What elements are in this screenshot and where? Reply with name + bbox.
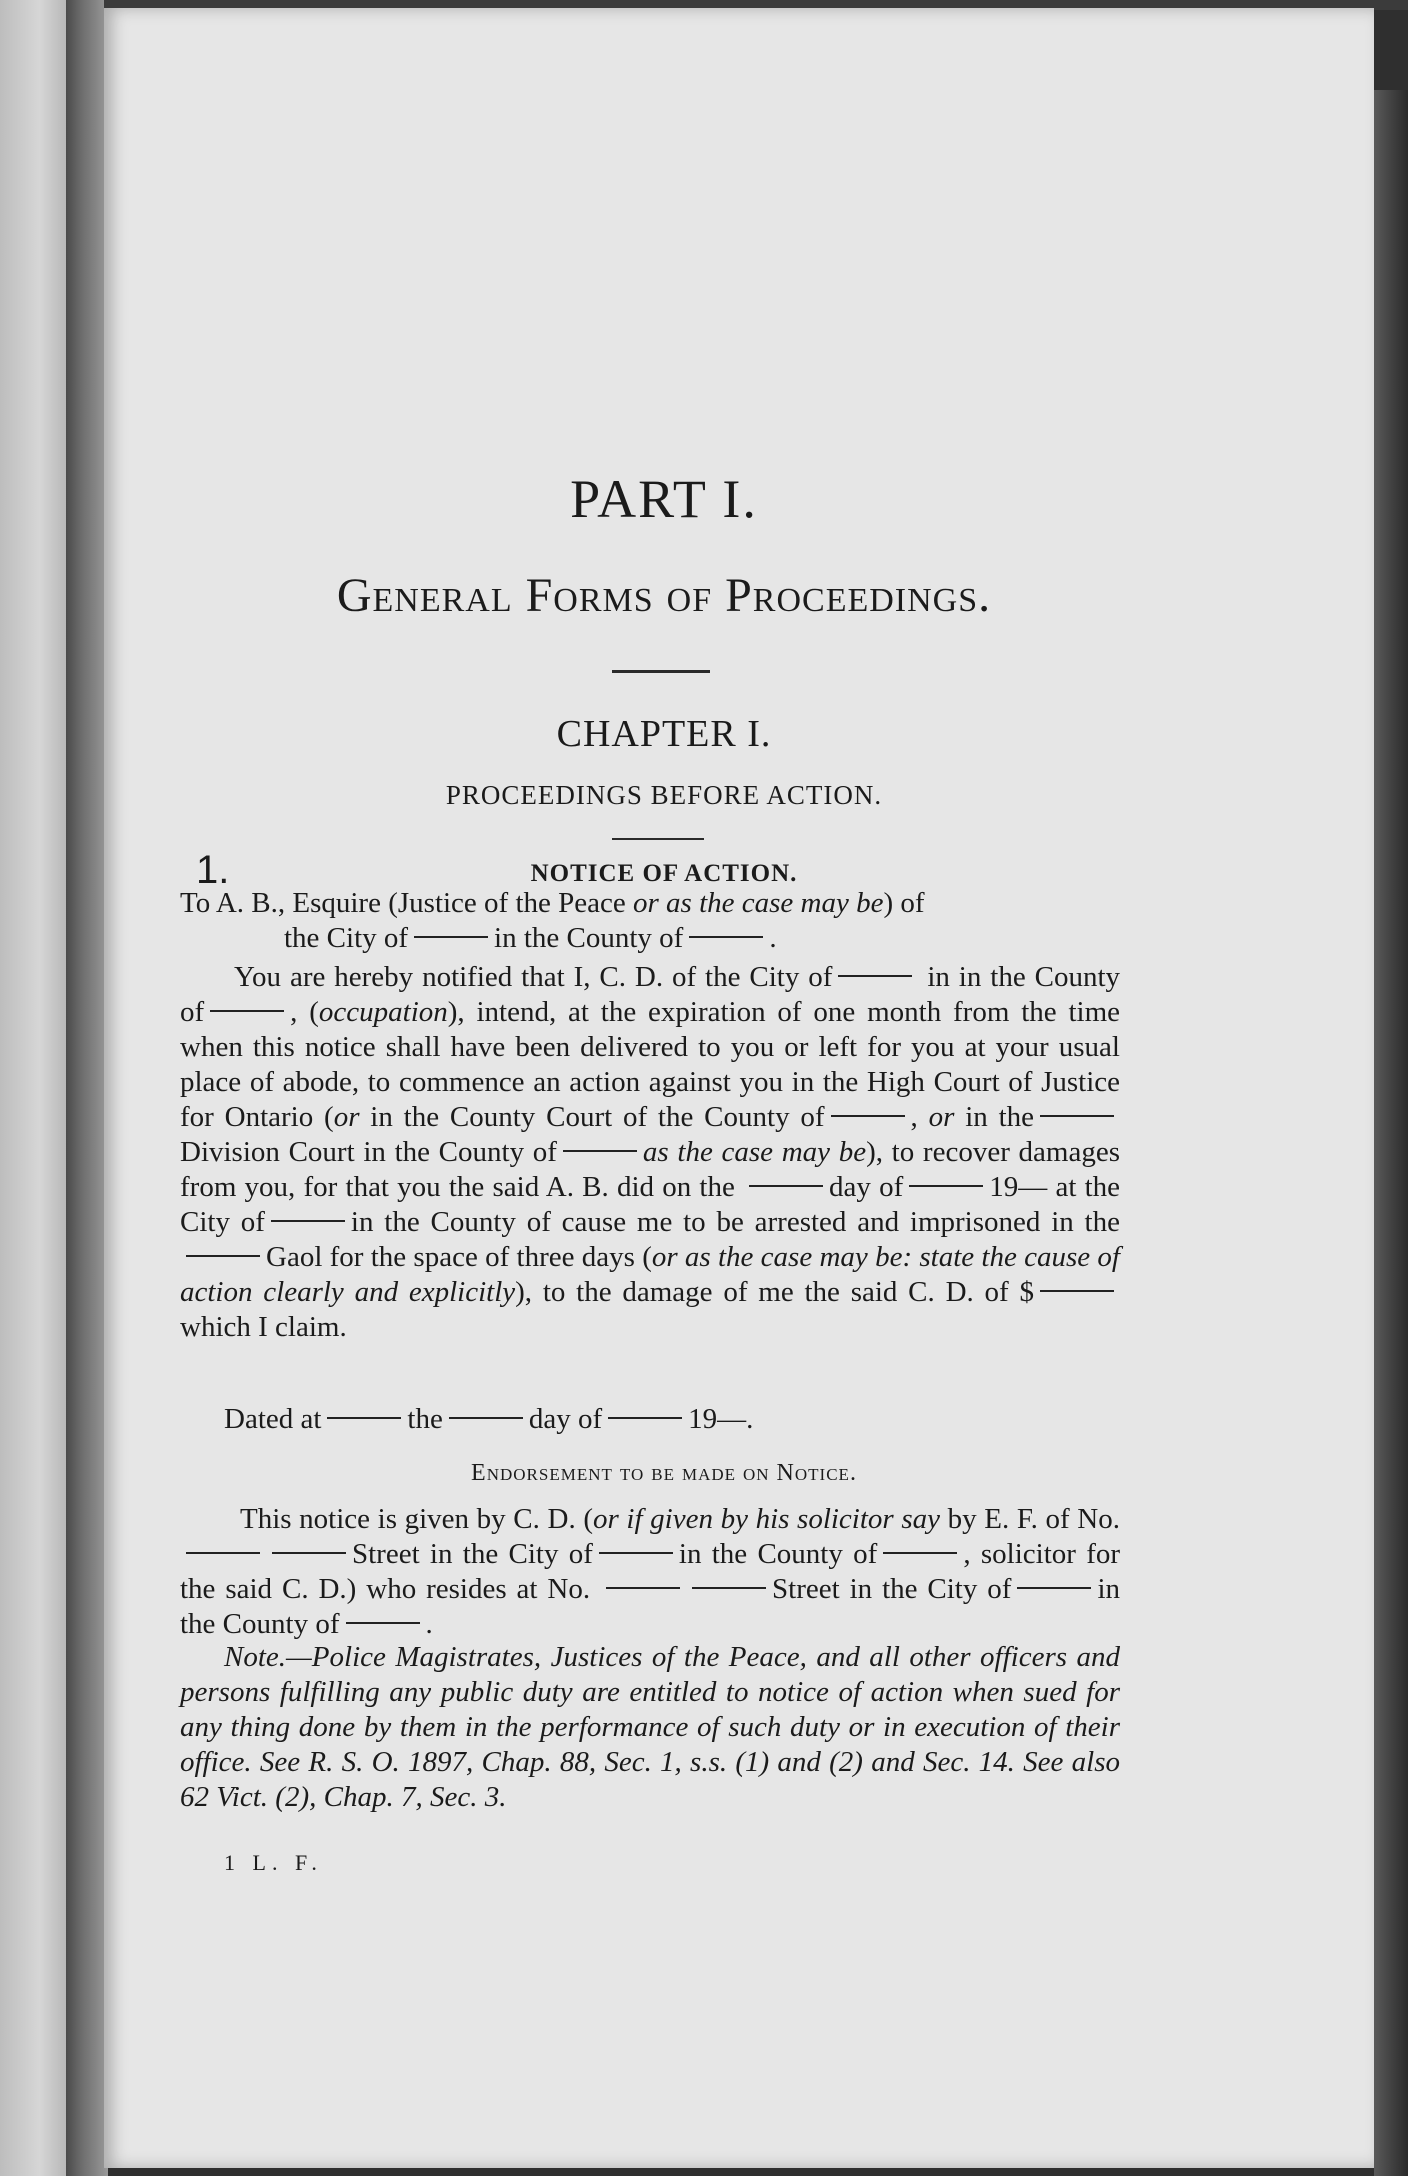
chapter-subtitle: PROCEEDINGS BEFORE ACTION. — [445, 780, 883, 810]
part-subtitle: General Forms of Proceedings. — [336, 569, 992, 622]
note-text: Note.—Police Magistrates, Justices of the Peace, and all other officers and persons fulfilling any public duty are entitled to notice of action when sued for any thing done by them in the performance of such duty or in execution of their office. See R. S. O. 1897, Chap. 88, Sec. 1, s.s. (1) and (2) and Sec. 14. See also 62 Vict. (2), Chap. 7, Sec. 3. — [180, 1641, 1120, 1813]
part-title: PART I. — [570, 469, 758, 529]
chapter-title: CHAPTER I. — [556, 713, 772, 755]
form-heading: NOTICE OF ACTION. — [530, 860, 798, 887]
dated-line: Dated at the day of 19—. — [224, 1403, 754, 1435]
book-gutter — [66, 0, 108, 2176]
notice-body: You are hereby notified that I, C. D. of the City of in in the County of , (occupation), intend, at the expiration of one month from the time when this notice shall have been delivered to you or left for you at your usual place of abode, to commence an action against you in the High Court of Justice for Ontario (or in the County Court of the County of , or in the Division Court in the County of as the case may be), to recover damages from you, for that you the said A. B. did on the day of 19— at the City of in the County of cause me to be arrested and imprisoned in theGaol for the space of three days (or as the case may be: state the cause of action clearly and explicitly), to the damage of me the said C. D. of $which I claim. — [180, 961, 1121, 1343]
divider-rule — [612, 670, 710, 673]
endorsement-body: This notice is given by C. D. (or if given by his solicitor say by E. F. of No.Street in the City of in the County of , solicitor for the said C. D.) who resides at No. Street in the City of in the County of . — [180, 1503, 1121, 1640]
endorsement-heading: Endorsement to be made on Notice. — [471, 1460, 857, 1486]
notice-address: To A. B., Esquire (Justice of the Peace or as the case may be) of the City of in the County of . — [180, 887, 925, 954]
form-number: 1. — [196, 848, 230, 892]
legal-note — [180, 1640, 1120, 1815]
divider-rule — [612, 838, 704, 840]
left-page-edge — [0, 0, 66, 2176]
signature-mark: 1 L. F. — [224, 1850, 323, 1875]
right-page-stack — [1374, 90, 1408, 2176]
